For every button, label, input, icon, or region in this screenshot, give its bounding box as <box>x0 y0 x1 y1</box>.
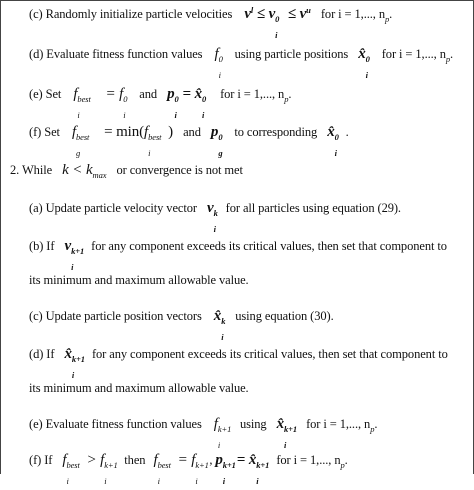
step-e-math-p: p 0 i = x̂ 0 i <box>167 86 207 120</box>
while-rest: or convergence is not met <box>116 163 243 177</box>
while-label: 2. While <box>10 163 53 177</box>
step-wd-continuation: its minimum and maximum allowable value. <box>29 381 249 395</box>
step-we-subscript: p <box>370 423 375 434</box>
step-e-suffix: for i = 1,..., n <box>220 87 285 101</box>
step-wc-label: (c) Update particle position vectors <box>29 309 202 323</box>
while-math: $k < k_{max}$ <box>62 162 107 180</box>
step-wf-math-assign: f best i = f k+1 i <box>153 452 209 486</box>
step-c-suffix: for i = 1,..., n <box>320 7 385 21</box>
step-e-line <box>29 85 292 120</box>
step-f-label: (f) Set <box>29 125 60 139</box>
step-we-mid: using <box>239 417 267 431</box>
step-we-suffix: for i = 1,..., n <box>306 417 371 431</box>
step-wb-label: (b) If <box>29 239 55 253</box>
step-we-math-f: f k+1 i <box>213 416 232 450</box>
step-f-math-pg: p 0 g <box>210 124 223 158</box>
step-d-subscript: p <box>445 53 451 64</box>
step-d-line <box>29 45 454 80</box>
step-wc-rest: using equation (30). <box>235 309 334 323</box>
step-wf-label: (f) If <box>29 453 53 467</box>
step-e-math-fbest: f best i <box>73 86 91 120</box>
step-wf-subscript: p <box>340 459 345 470</box>
step-wd-math: x̂ k+1 i <box>64 346 85 380</box>
step-d-end: . <box>450 47 454 61</box>
step-e-math-eq: = f 0 i <box>105 86 128 120</box>
step-wb-math: v k+1 i <box>64 238 85 272</box>
step-wb-continuation: its minimum and maximum allowable value. <box>29 273 249 287</box>
step-wd-label: (d) If <box>29 347 55 361</box>
step-wb-line <box>29 237 447 272</box>
step-wf-suffix: for i = 1,..., n <box>276 453 341 467</box>
step-wc-line <box>29 307 334 342</box>
step-wf-then: then <box>124 453 146 467</box>
step-we-end: . <box>374 417 378 431</box>
step-wf-math-p: p k+1 i = x̂ k+1 i <box>215 452 270 486</box>
step-f-line <box>29 123 349 158</box>
step-wa-rest: for all particles using equation (29). <box>225 201 401 215</box>
step-e-label: (e) Set <box>29 87 62 101</box>
step-e-end: . <box>288 87 292 101</box>
step-e-and: and <box>139 87 158 101</box>
step-f-math-xhat: x̂ 0 i <box>327 124 339 158</box>
step-wb-rest: for any component exceeds its critical values, then set that component to <box>91 239 447 253</box>
step-f-end: . <box>345 125 349 139</box>
while-line <box>10 161 243 179</box>
step-c-math: $v^l \le v$ 0 i ≤ $v^u$ <box>244 4 311 40</box>
step-wc-math: x̂ k i <box>213 308 226 342</box>
step-d-math-f: f 0 i <box>214 46 223 80</box>
step-d-suffix: for i = 1,..., n <box>381 47 446 61</box>
step-f-and: and <box>183 125 201 139</box>
step-we-label: (e) Evaluate fitness function values <box>29 417 202 431</box>
step-f-mid: to corresponding <box>234 125 318 139</box>
step-f-math-gbest: f best g <box>71 124 90 158</box>
step-c-end: . <box>389 7 393 21</box>
step-c-subscript: p <box>384 13 390 24</box>
step-wf-end: . <box>344 453 348 467</box>
step-wf-line: (f) If f best i > f k+1 i then f best i = f k+1 i , p k+1 i = x̂ k+1 i for i = 1,..., $n_p$. <box>29 452 348 486</box>
step-f-math-min: = min(f best i ) <box>104 124 174 158</box>
step-c-label: (c) Randomly initialize particle velocities <box>29 7 233 21</box>
step-wa-math: v k i <box>207 200 218 234</box>
step-wa-label: (a) Update particle velocity vector <box>29 201 197 215</box>
step-we-line <box>29 415 378 450</box>
step-e-subscript: p <box>284 93 289 104</box>
step-wf-math-cond: f best i > f k+1 i <box>62 452 118 486</box>
step-wd-line <box>29 345 448 380</box>
step-d-label: (d) Evaluate fitness function values <box>29 47 203 61</box>
step-we-math-x: x̂ k+1 i <box>276 416 298 450</box>
step-d-mid: using particle positions <box>234 47 349 61</box>
step-wa-line <box>29 199 401 234</box>
step-c-line <box>29 4 393 40</box>
step-d-math-x: x̂ 0 i <box>358 46 370 80</box>
step-wd-rest: for any component exceeds its critical values, then set that component to <box>91 347 448 361</box>
